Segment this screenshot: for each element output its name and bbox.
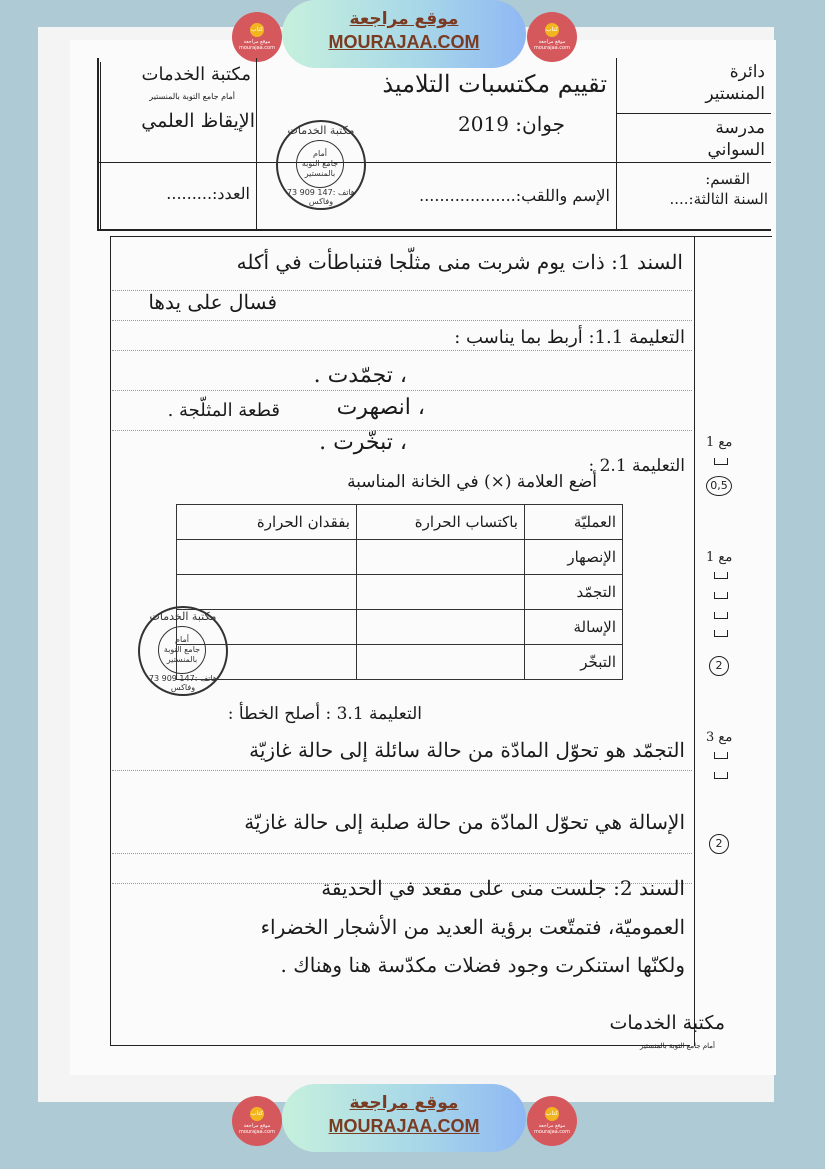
stamp-ring-text: مكتبة الخدمات — [149, 610, 217, 623]
footer-library-name: مكتبة الخدمات — [609, 1012, 725, 1034]
criterion-1-label: مع 1 — [706, 435, 733, 450]
watermark-badge-left — [232, 12, 282, 62]
ruled-line — [112, 320, 692, 321]
score-box-icon — [714, 572, 728, 579]
frame-left-rule — [97, 58, 99, 230]
option-froze: ، تجمّدت . — [313, 363, 407, 388]
document-1-line-2: فسال على يدها — [148, 290, 277, 314]
watermark-latin: MOURAJAA.COM — [328, 32, 480, 52]
book-logo-icon: كتاب — [545, 23, 559, 37]
instruction-2-1: أضع العلامة (×) في الخانة المناسبة — [347, 472, 597, 492]
ruled-line — [112, 390, 692, 391]
stamp-ring-text: مكتبة الخدمات — [287, 124, 355, 137]
header-row-rule-2 — [97, 162, 771, 163]
district-value: المنستير — [705, 84, 765, 104]
instruction-1-1: التعليمة 1.1: أربط بما يناسب : — [454, 327, 685, 348]
header-divider-1 — [256, 58, 257, 230]
score-box-icon — [714, 612, 728, 619]
exam-title: تقييم مكتسبات التلاميذ — [382, 70, 607, 98]
watermark-badge-right — [527, 1096, 577, 1146]
row-label: التجمّد — [525, 575, 623, 610]
wrong-sentence-2: الإسالة هي تحوّل المادّة من حالة صلبة إلى حالة غازيّة — [244, 810, 685, 834]
frame-left-rule-2 — [100, 62, 101, 230]
book-logo-icon: كتاب — [545, 1107, 559, 1121]
score-box-icon — [714, 630, 728, 637]
header-row-rule-1 — [616, 113, 771, 114]
checkbox-cell[interactable] — [177, 540, 357, 575]
stamp-line: أمام — [313, 149, 327, 158]
row-label: الإسالة — [525, 610, 623, 645]
criterion-2-points: 2 — [709, 656, 729, 676]
row-label: الإنصهار — [525, 540, 623, 575]
school-value: السواني — [707, 140, 765, 160]
stamp-inner — [158, 626, 206, 674]
instruction-3-1: التعليمة 3.1 : أصلح الخطأ : — [227, 704, 422, 724]
watermark-arabic: موقع مراجعة — [349, 1093, 459, 1113]
header-gain-heat: باكتساب الحرارة — [357, 505, 525, 540]
student-name-field[interactable]: الإسم واللقب:................... — [419, 186, 610, 205]
checkbox-cell[interactable] — [357, 575, 525, 610]
body-left-rule — [110, 236, 111, 1046]
badge-label: موقع مراجعة mourajaa.com — [533, 39, 570, 51]
level-value: السنة الثالثة:.... — [669, 190, 768, 208]
grade-field[interactable]: العدد:......... — [166, 184, 250, 203]
criterion-3-points: 2 — [709, 834, 729, 854]
ruled-line — [112, 770, 692, 771]
stamp-inner — [296, 140, 344, 188]
score-box-icon — [714, 752, 728, 759]
class-label: القسم: — [705, 170, 750, 188]
header-bottom-rule — [97, 229, 771, 231]
badge-label: موقع مراجعة mourajaa.com — [238, 1123, 275, 1135]
table-header-row — [177, 505, 623, 540]
checkbox-cell[interactable] — [177, 575, 357, 610]
option-evaporated: ، تبخّرت . — [319, 430, 407, 455]
watermark-banner-top[interactable] — [282, 0, 526, 68]
stamp-line: بالمنستير — [304, 169, 336, 178]
table-row — [177, 575, 623, 610]
ruled-line — [112, 853, 692, 854]
book-logo-icon: كتاب — [250, 23, 264, 37]
score-box-icon — [714, 592, 728, 599]
stamp-phone: 73 909 147: هاتف وفاكس — [148, 674, 218, 692]
library-stamp — [276, 120, 366, 210]
watermark-banner-bottom[interactable] — [282, 1084, 526, 1152]
watermark-badge-right — [527, 12, 577, 62]
wrong-sentence-1: التجمّد هو تحوّل المادّة من حالة سائلة إلى حالة غازيّة — [249, 738, 685, 762]
criterion-1-points: 0,5 — [706, 476, 732, 496]
footer-library-address: أمام جامع التوبة بالمنستير — [640, 1042, 715, 1050]
district-label: دائرة — [729, 62, 765, 82]
row-label: التبخّر — [525, 645, 623, 680]
subject-name: الإيقاظ العلمي — [141, 110, 255, 132]
body-bottom-rule — [110, 1045, 690, 1046]
body-top-rule — [110, 236, 772, 237]
instruction-2-1-label: التعليمة 2.1 : — [588, 456, 685, 476]
document-2-line-2: العموميّة، فتمتّعت برؤية العديد من الأشجار الخضراء — [260, 915, 685, 939]
document-1-line-1: السند 1: ذات يوم شربت منى مثلّجا فتنباطأت في أكله — [236, 250, 683, 274]
checkbox-cell[interactable] — [357, 645, 525, 680]
stamp-line: أمام — [175, 635, 189, 644]
header-divider-2 — [616, 58, 617, 230]
ruled-line — [112, 350, 692, 351]
checkbox-cell[interactable] — [357, 540, 525, 575]
badge-label: موقع مراجعة mourajaa.com — [238, 39, 275, 51]
badge-label: موقع مراجعة mourajaa.com — [533, 1123, 570, 1135]
stamp-phone: 73 909 147: هاتف وفاكس — [286, 188, 356, 206]
library-stamp — [138, 606, 228, 696]
library-address: أمام جامع التوبة بالمنستير — [149, 92, 235, 101]
ice-cream-piece: قطعة المثلّجة . — [167, 400, 280, 421]
heat-table — [176, 504, 623, 680]
book-logo-icon: كتاب — [250, 1107, 264, 1121]
option-melted: ، انصهرت — [336, 395, 425, 420]
document-2-line-3: ولكنّها استنكرت وجود فضلات مكدّسة هنا وهناك . — [280, 953, 685, 977]
watermark-latin: MOURAJAA.COM — [328, 1116, 480, 1136]
criterion-2-label: مع 1 — [706, 550, 733, 565]
table-row — [177, 645, 623, 680]
table-row — [177, 540, 623, 575]
exam-date: جوان: 2019 — [458, 112, 565, 136]
watermark-arabic: موقع مراجعة — [349, 9, 459, 29]
table-row — [177, 610, 623, 645]
school-label: مدرسة — [715, 118, 765, 138]
stamp-line: بالمنستير — [166, 655, 198, 664]
header-process: العمليّة — [525, 505, 623, 540]
grading-column-rule — [694, 236, 695, 1046]
stamp-line: جامع التوبة — [301, 159, 339, 168]
checkbox-cell[interactable] — [357, 610, 525, 645]
criterion-3-label: مع 3 — [706, 730, 733, 745]
stamp-line: جامع التوبة — [163, 645, 201, 654]
library-name: مكتبة الخدمات — [141, 64, 251, 85]
watermark-badge-left — [232, 1096, 282, 1146]
header-lose-heat: بفقدان الحرارة — [177, 505, 357, 540]
document-2-line-1: السند 2: جلست منى على مقعد في الحديقة — [321, 876, 685, 900]
score-box-icon — [714, 772, 728, 779]
score-box-icon — [714, 458, 728, 465]
